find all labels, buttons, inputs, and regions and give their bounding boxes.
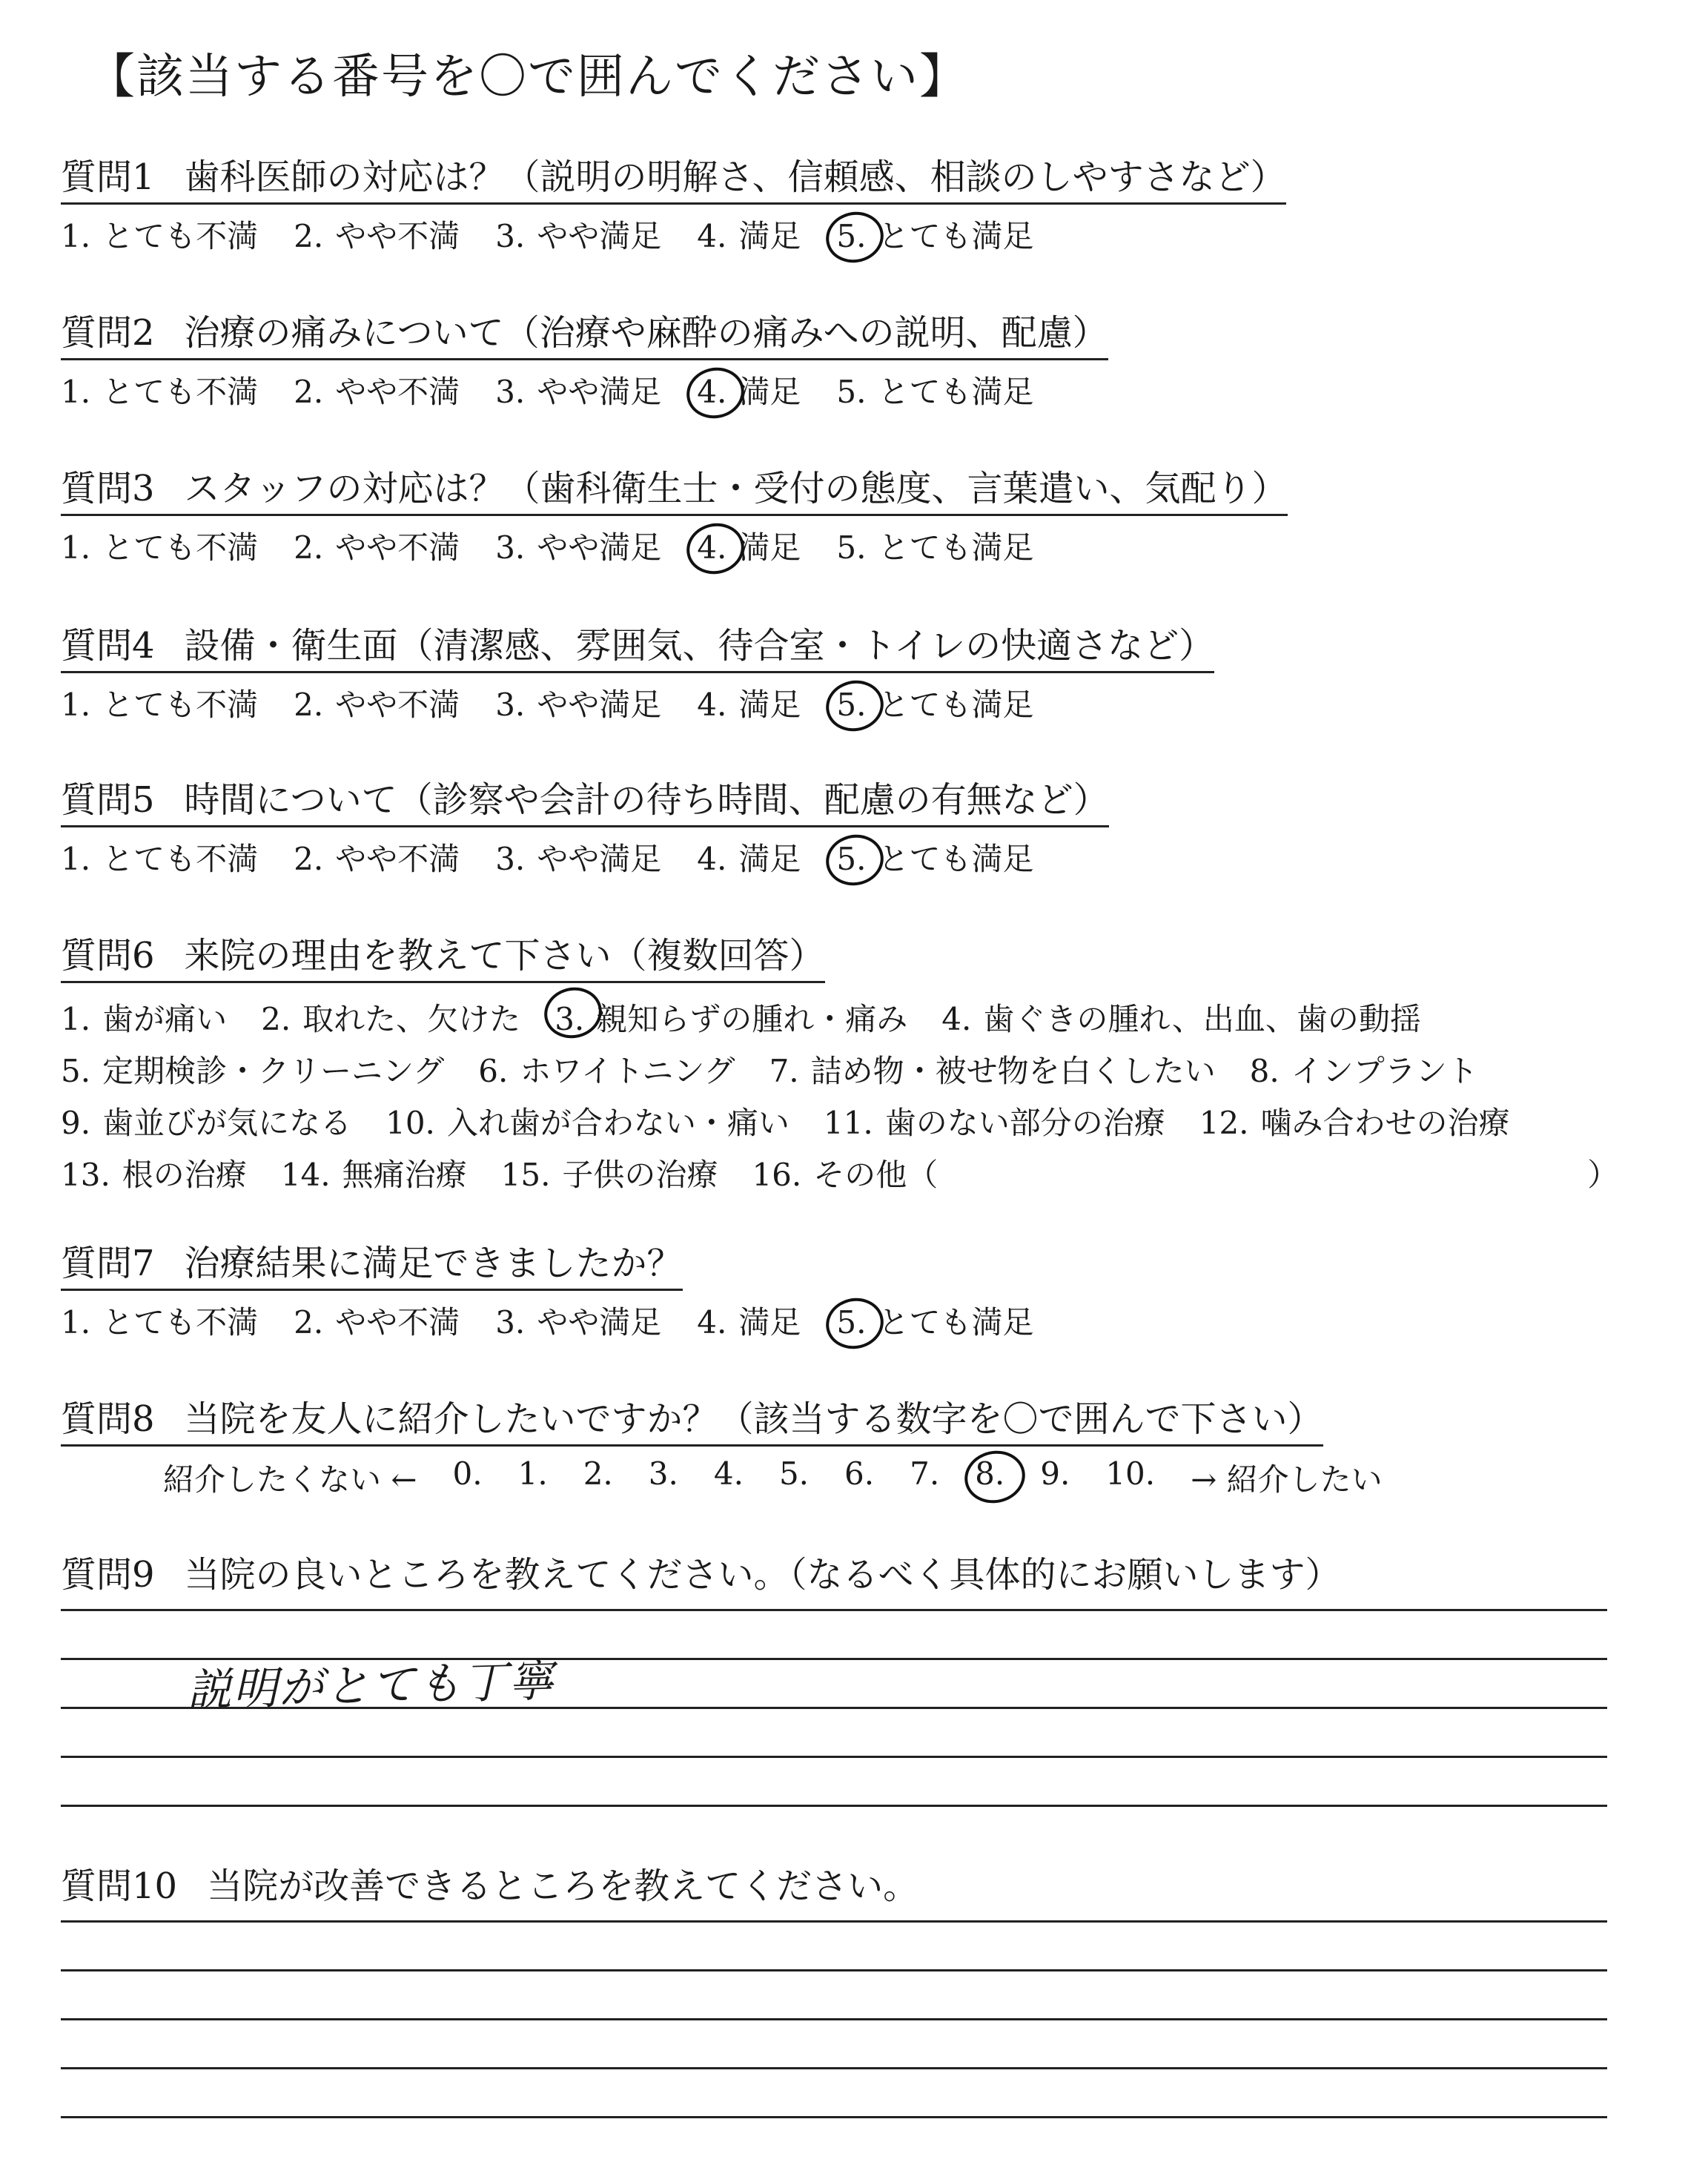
scale-value: 2.: [583, 1455, 613, 1492]
question-number: 質問1: [61, 156, 155, 198]
other-close-paren: ）: [1587, 1157, 1619, 1193]
scale-value: 6.: [844, 1455, 875, 1492]
scale-value: 7.: [910, 1455, 940, 1492]
option-label: 満足: [738, 374, 801, 410]
scale-value: 4.: [713, 1455, 744, 1492]
option-label: 歯並びが気になる: [102, 1105, 352, 1141]
answer-option: [1199, 1097, 1510, 1149]
question-number: 質問8: [61, 1398, 155, 1440]
option-label: 親知らずの腫れ・痛み: [596, 1001, 908, 1037]
answer-option: [697, 1298, 801, 1343]
answer-line: [61, 1805, 1607, 1807]
answer-option: [294, 835, 460, 879]
answer-line: [61, 1609, 1607, 1611]
option-label: 定期検診・クリーニング: [102, 1053, 445, 1089]
option-number: 3.: [495, 841, 526, 877]
answer-option-selected: [697, 523, 801, 568]
answer-options: [61, 212, 1286, 257]
answer-line: [61, 2116, 1607, 2118]
option-number: 1.: [61, 529, 91, 566]
option-number: 11.: [823, 1105, 873, 1141]
handwritten-answer: 説明がとても丁寧: [186, 1655, 555, 1717]
option-label: 満足: [738, 841, 801, 877]
option-label: やや不満: [335, 529, 460, 566]
option-number: 14.: [280, 1157, 331, 1193]
answer-option-selected: [836, 681, 1033, 725]
option-label: 根の治療: [122, 1157, 247, 1193]
answer-option: [824, 1097, 1165, 1149]
scale-value: 5.: [778, 1455, 810, 1492]
answer-option: [294, 212, 460, 257]
answer-option: [281, 1149, 467, 1201]
answer-option: [836, 368, 1033, 412]
answer-options: [61, 368, 1108, 412]
answer-option: [495, 523, 661, 568]
answer-options: [61, 835, 1109, 879]
option-label: とても不満: [102, 841, 259, 877]
option-label: とても満足: [878, 687, 1034, 723]
option-label: やや不満: [335, 218, 460, 254]
option-label: とても満足: [878, 1304, 1034, 1341]
option-number: 3.: [495, 1304, 526, 1341]
option-number: 1.: [61, 218, 91, 254]
answer-option: [769, 1045, 1216, 1097]
question-title: [61, 771, 1109, 827]
answer-option: [495, 368, 661, 412]
option-number: 5.: [836, 841, 867, 877]
option-number: 3.: [495, 374, 526, 410]
answer-option: [61, 835, 258, 879]
option-label: やや満足: [537, 374, 662, 410]
scale-value-selected: 8.: [975, 1455, 1004, 1500]
option-number: 4.: [941, 1001, 972, 1037]
answer-lines-q10: [61, 1920, 1607, 2165]
option-label: やや満足: [537, 1304, 662, 1341]
question-number: 質問9: [61, 1554, 155, 1596]
option-label: 歯ぐきの腫れ、出血、歯の動揺: [983, 1001, 1421, 1037]
option-number: 7.: [769, 1053, 799, 1089]
question-text: 当院が改善できるところを教えてください。: [207, 1865, 919, 1907]
scale-value: 0.: [452, 1455, 483, 1492]
question-text: 当院の良いところを教えてください。（なるべく具体的にお願いします）: [184, 1554, 1341, 1596]
option-number: 4.: [697, 218, 727, 254]
option-label: やや満足: [537, 841, 662, 877]
answer-option: [501, 1149, 718, 1201]
answer-option: [294, 523, 460, 568]
option-label: 詰め物・被せ物を白くしたい: [810, 1053, 1216, 1089]
answer-option: [697, 835, 801, 879]
answer-option-selected: [697, 368, 801, 412]
option-number: 4.: [697, 1304, 727, 1341]
option-label: やや不満: [335, 374, 460, 410]
question-title: [61, 1234, 683, 1291]
question-text: 歯科医師の対応は？（説明の明解さ、信頼感、相談のしやすさなど）: [184, 156, 1286, 198]
answer-option: [61, 368, 258, 412]
question-number: 質問4: [61, 625, 155, 667]
answer-option: [294, 1298, 460, 1343]
option-number: 3.: [495, 218, 526, 254]
answer-option: [941, 994, 1421, 1045]
scale-value: 9.: [1040, 1455, 1070, 1492]
option-label: やや満足: [537, 687, 662, 723]
option-number: 2.: [294, 841, 324, 877]
answer-lines-q9: [61, 1609, 1607, 1854]
answer-options: [61, 681, 1214, 725]
option-label: とても不満: [102, 218, 259, 254]
answer-option: [1250, 1045, 1478, 1097]
question-number: 質問3: [61, 468, 155, 509]
answer-option: [61, 1149, 247, 1201]
answer-options: [61, 1298, 1069, 1343]
answer-option: [697, 212, 801, 257]
option-label: 満足: [738, 218, 801, 254]
option-label: 取れた、欠けた: [302, 1001, 521, 1037]
instruction-heading: 【該当する番号を〇で囲んでください】: [87, 50, 968, 105]
option-label: 満足: [738, 529, 801, 566]
question-number: 質問10: [61, 1865, 178, 1907]
question-2: [61, 304, 1108, 412]
answer-option-selected: [555, 994, 907, 1045]
answer-option: [61, 523, 258, 568]
question-title: [61, 304, 1108, 360]
question-3: [61, 460, 1288, 568]
option-number: 16.: [752, 1157, 802, 1193]
question-title: [61, 460, 1288, 516]
option-label: 無痛治療: [342, 1157, 467, 1193]
question-text: 来院の理由を教えて下さい（複数回答）: [184, 935, 825, 976]
option-number: 1.: [61, 1001, 91, 1037]
option-label: とても不満: [102, 374, 259, 410]
option-label: とても不満: [102, 1304, 259, 1341]
option-number: 5.: [61, 1053, 91, 1089]
option-label: とても不満: [102, 529, 259, 566]
question-text: スタッフの対応は？（歯科衛生士・受付の態度、言葉遣い、気配り）: [184, 468, 1288, 509]
question-9: [61, 1546, 1341, 1600]
option-number: 10.: [385, 1105, 435, 1141]
question-title: [61, 1390, 1323, 1447]
option-number: 1.: [61, 1304, 91, 1341]
option-label: インプラント: [1291, 1053, 1478, 1089]
option-label: とても満足: [878, 374, 1034, 410]
answer-option: [495, 835, 661, 879]
answer-line: [61, 2067, 1607, 2069]
option-number: 1.: [61, 687, 91, 723]
question-4: [61, 617, 1214, 725]
recommend-scale: [163, 1455, 1418, 1500]
option-number: 5.: [836, 374, 867, 410]
answer-option: [697, 681, 801, 725]
question-title: [61, 617, 1214, 673]
option-number: 13.: [61, 1157, 110, 1193]
option-number: 4.: [697, 374, 727, 410]
answer-option-selected: [836, 1298, 1033, 1343]
option-number: 15.: [500, 1157, 551, 1193]
option-number: 6.: [478, 1053, 509, 1089]
answer-option: [61, 994, 227, 1045]
question-title: [61, 1857, 918, 1911]
answer-option: [752, 1149, 938, 1201]
reason-row: [61, 1045, 1677, 1097]
option-number: 3.: [555, 994, 584, 1045]
scale-low-label: 紹介したくない ←: [163, 1461, 417, 1498]
option-number: 5.: [836, 1304, 867, 1341]
question-text: 治療の痛みについて（治療や麻酔の痛みへの説明、配慮）: [184, 312, 1108, 354]
option-label: とても不満: [102, 687, 259, 723]
option-label: やや不満: [335, 1304, 460, 1341]
question-8: [61, 1390, 1418, 1500]
answer-option: [385, 1097, 790, 1149]
option-number: 5.: [836, 218, 867, 254]
question-5: [61, 771, 1109, 879]
answer-option: [61, 1097, 351, 1149]
option-number: 2.: [294, 529, 324, 566]
option-label: とても満足: [878, 529, 1034, 566]
answer-option: [61, 1045, 444, 1097]
option-label: 歯が痛い: [102, 1001, 228, 1037]
scale-value: 3.: [648, 1455, 678, 1492]
question-title: [61, 927, 825, 983]
answer-line: [61, 2018, 1607, 2020]
answer-option: [495, 212, 661, 257]
option-number: 3.: [495, 529, 526, 566]
option-number: 4.: [697, 529, 727, 566]
option-number: 3.: [495, 687, 526, 723]
scale-value: 1.: [517, 1455, 548, 1492]
option-number: 2.: [294, 218, 324, 254]
option-label: とても満足: [878, 218, 1034, 254]
question-number: 質問7: [61, 1243, 155, 1284]
option-label: やや不満: [335, 687, 460, 723]
option-number: 4.: [697, 687, 727, 723]
option-label: その他（: [813, 1157, 939, 1193]
option-number: 9.: [61, 1105, 91, 1141]
answer-option: [61, 212, 258, 257]
option-number: 4.: [697, 841, 727, 877]
answer-option-selected: [836, 835, 1033, 879]
option-number: 2.: [294, 1304, 324, 1341]
answer-options: [61, 523, 1288, 568]
answer-option: [836, 523, 1033, 568]
option-number: 5.: [836, 687, 867, 723]
option-number: 5.: [836, 529, 867, 566]
option-number: 2.: [261, 1001, 291, 1037]
option-label: 入れ歯が合わない・痛い: [446, 1105, 790, 1141]
question-text: 当院を友人に紹介したいですか？（該当する数字を〇で囲んで下さい）: [184, 1398, 1323, 1440]
answer-line: [61, 1756, 1607, 1758]
question-10: [61, 1857, 918, 1911]
option-label: やや満足: [537, 529, 662, 566]
answer-line: [61, 1969, 1607, 1971]
answer-option-selected: [836, 212, 1033, 257]
option-label: 子供の治療: [562, 1157, 718, 1193]
answer-option: [294, 368, 460, 412]
question-7: [61, 1234, 1069, 1343]
answer-option: [261, 994, 520, 1045]
answer-option: [495, 1298, 661, 1343]
reason-row: [61, 1149, 1677, 1201]
question-number: 質問5: [61, 779, 155, 821]
question-text: 設備・衛生面（清潔感、雰囲気、待合室・トイレの快適さなど）: [184, 625, 1215, 667]
answer-line: [61, 1920, 1607, 1923]
option-number: 1.: [61, 841, 91, 877]
question-1: [61, 148, 1286, 257]
option-number: 2.: [294, 374, 324, 410]
reason-options: [61, 994, 1677, 1201]
option-label: 歯のない部分の治療: [884, 1105, 1165, 1141]
scale-value: 10.: [1105, 1455, 1156, 1492]
question-text: 治療結果に満足できましたか？: [184, 1243, 683, 1284]
question-text: 時間について（診察や会計の待ち時間、配慮の有無など）: [184, 779, 1109, 821]
answer-option: [294, 681, 460, 725]
answer-option: [495, 681, 661, 725]
option-label: やや満足: [537, 218, 662, 254]
option-number: 2.: [294, 687, 324, 723]
answer-option: [478, 1045, 735, 1097]
reason-row: [61, 1097, 1677, 1149]
option-label: 満足: [738, 1304, 801, 1341]
option-label: 噛み合わせの治療: [1260, 1105, 1510, 1141]
option-label: ホワイトニング: [520, 1053, 735, 1089]
question-number: 質問6: [61, 935, 155, 976]
option-number: 8.: [1249, 1053, 1280, 1089]
question-6: [61, 927, 1677, 1201]
option-label: やや不満: [335, 841, 460, 877]
scale-high-label: → 紹介したい: [1191, 1461, 1383, 1498]
question-title: [61, 148, 1286, 205]
question-number: 質問2: [61, 312, 155, 354]
question-title: [61, 1546, 1341, 1600]
answer-option: [61, 1298, 258, 1343]
option-number: 12.: [1199, 1105, 1249, 1141]
option-label: とても満足: [878, 841, 1034, 877]
reason-row: [61, 994, 1677, 1045]
answer-option: [61, 681, 258, 725]
option-number: 1.: [61, 374, 91, 410]
option-label: 満足: [738, 687, 801, 723]
